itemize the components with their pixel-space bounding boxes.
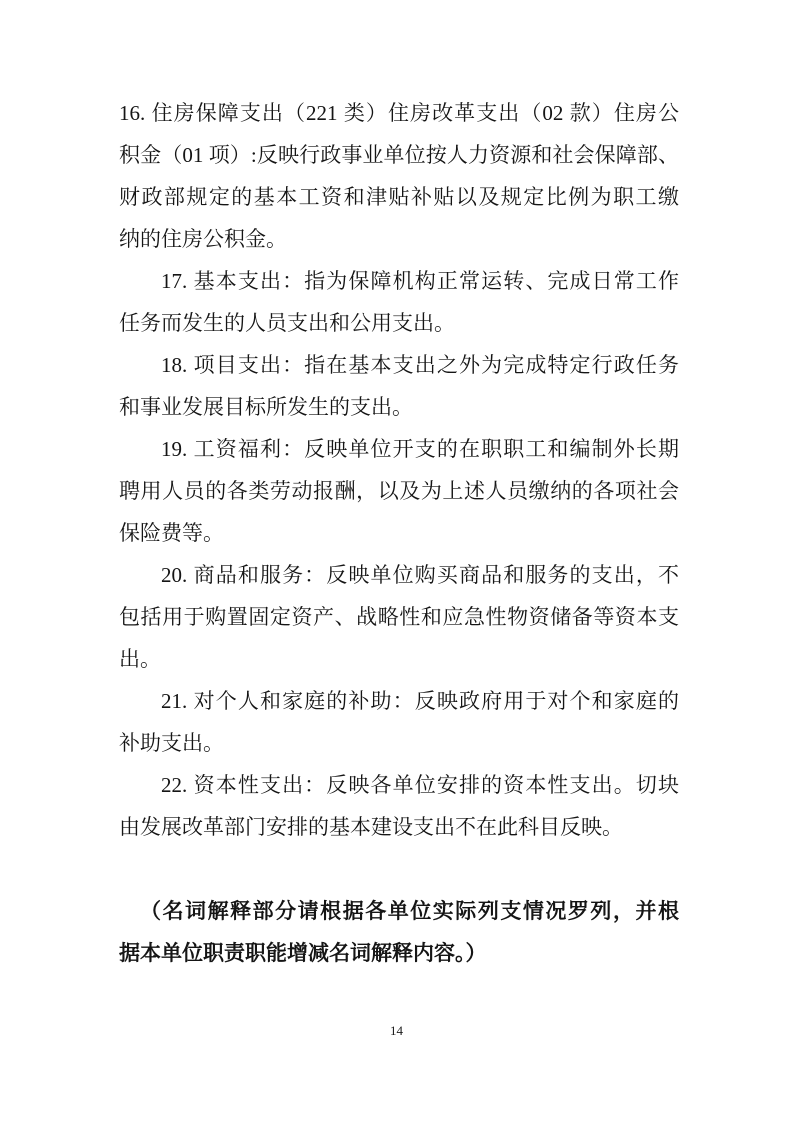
term-19-wages-welfare-line-2: 聘用人员的各类劳动报酬，以及为上述人员缴纳的各项社会 bbox=[119, 479, 679, 503]
term-16-housing-security-line-3: 财政部规定的基本工资和津贴补贴以及规定比例为职工缴 bbox=[119, 185, 679, 209]
term-17-basic-expenditure bbox=[119, 260, 679, 344]
term-20-goods-services-line-2: 包括用于购置固定资产、战略性和应急性物资储备等资本支 bbox=[119, 605, 679, 629]
term-22-capital-expenditure-line-1: 22. 资本性支出：反映各单位安排的资本性支出。切块 bbox=[161, 773, 679, 797]
term-20-goods-services-line-3: 出。 bbox=[119, 647, 161, 671]
term-21-subsidies-individuals-families-line-1: 21. 对个人和家庭的补助：反映政府用于对个和家庭的 bbox=[161, 689, 679, 713]
term-19-wages-welfare-line-3: 保险费等。 bbox=[119, 521, 224, 545]
term-21-subsidies-individuals-families bbox=[119, 680, 679, 764]
term-16-housing-security bbox=[119, 92, 679, 260]
term-18-project-expenditure-line-1: 18. 项目支出：指在基本支出之外为完成特定行政任务 bbox=[161, 353, 679, 377]
term-19-wages-welfare-line-1: 19. 工资福利：反映单位开支的在职职工和编制外长期 bbox=[161, 437, 679, 461]
glossary-text-block bbox=[119, 92, 679, 974]
term-18-project-expenditure-line-2: 和事业发展目标所发生的支出。 bbox=[119, 395, 413, 419]
term-22-capital-expenditure bbox=[119, 764, 679, 848]
term-18-project-expenditure bbox=[119, 344, 679, 428]
glossary-editor-note-line-1: （名词解释部分请根据各单位实际列支情况罗列，并根 bbox=[140, 899, 679, 923]
term-22-capital-expenditure-line-2: 由发展改革部门安排的基本建设支出不在此科目反映。 bbox=[119, 815, 623, 839]
term-16-housing-security-line-2: 积金（01 项）:反映行政事业单位按人力资源和社会保障部、 bbox=[119, 143, 679, 167]
term-17-basic-expenditure-line-2: 任务而发生的人员支出和公用支出。 bbox=[119, 311, 455, 335]
glossary-editor-note bbox=[119, 890, 679, 974]
page-number: 14 bbox=[390, 1023, 403, 1038]
term-20-goods-services bbox=[119, 554, 679, 680]
term-20-goods-services-line-1: 20. 商品和服务：反映单位购买商品和服务的支出，不 bbox=[161, 563, 679, 587]
term-16-housing-security-line-4: 纳的住房公积金。 bbox=[119, 227, 287, 251]
term-17-basic-expenditure-line-1: 17. 基本支出：指为保障机构正常运转、完成日常工作 bbox=[161, 269, 679, 293]
term-16-housing-security-line-1: 16. 住房保障支出（221 类）住房改革支出（02 款）住房公 bbox=[119, 101, 679, 125]
term-19-wages-welfare bbox=[119, 428, 679, 554]
term-21-subsidies-individuals-families-line-2: 补助支出。 bbox=[119, 731, 224, 755]
glossary-editor-note-line-2: 据本单位职责职能增减名词解释内容。） bbox=[119, 941, 487, 965]
